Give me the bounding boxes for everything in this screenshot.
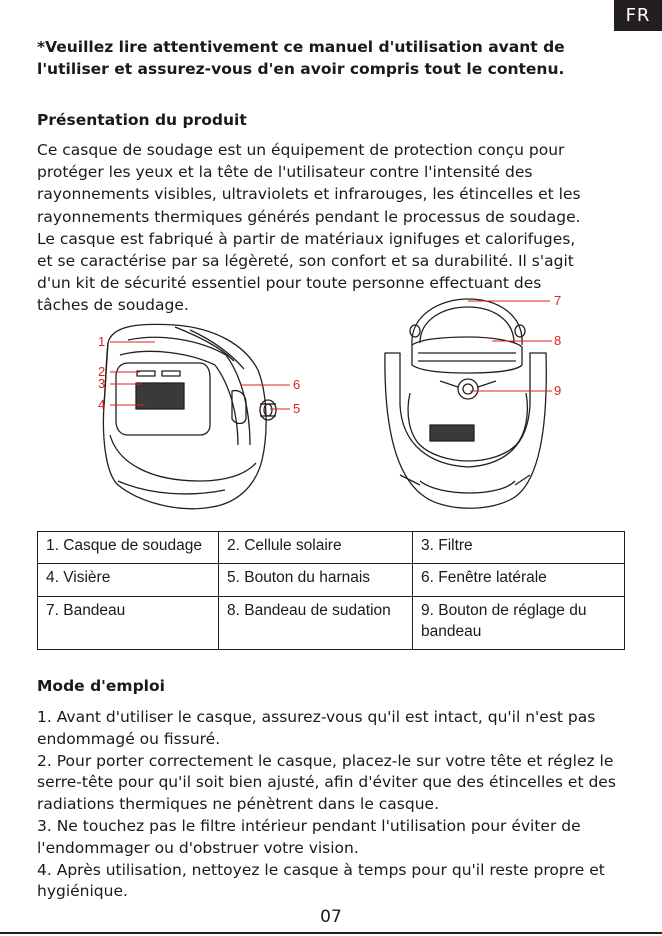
callout-6: 6 — [293, 377, 301, 392]
language-badge: FR — [614, 0, 662, 31]
usage-step: 4. Après utilisation, nettoyez le casque à temps pour qu'il reste propre et hygiénique. — [37, 860, 605, 901]
page-number: 07 — [320, 907, 342, 927]
callout-1: 1 — [98, 334, 106, 349]
usage-title: Mode d'emploi — [37, 677, 165, 695]
warning-notice: *Veuillez lire attentivement ce manuel d'utilisation avant de l'utiliser et assurez-vous d'en avoir compris tout le contenu. — [37, 38, 565, 78]
callout-9: 9 — [554, 383, 562, 398]
callout-8: 8 — [554, 333, 562, 348]
table-cell: 8. Bandeau de sudation — [219, 597, 413, 650]
table-row — [38, 564, 625, 597]
table-cell: 3. Filtre — [413, 532, 625, 564]
table-cell: 7. Bandeau — [38, 597, 219, 650]
usage-steps — [37, 707, 632, 903]
usage-step: 2. Pour porter correctement le casque, placez-le sur votre tête et réglez le serre-tête pour qu'il soit bien ajusté, afin d'éviter que des étincelles et des radiations thermiques ne pénètrent dans le casque. — [37, 751, 616, 814]
helmet-illustration — [0, 285, 662, 525]
callout-2: 2 — [98, 364, 106, 379]
table-cell: 6. Fenêtre latérale — [413, 564, 625, 597]
table-cell: 4. Visière — [38, 564, 219, 597]
table-cell: 9. Bouton de réglage du bandeau — [413, 597, 625, 650]
callout-4: 4 — [98, 397, 106, 412]
presentation-body: Ce casque de soudage est un équipement de protection conçu pour protéger les yeux et la tête de l'utilisateur contre l'intensité des rayonnements visibles, ultraviolets et infrarouges, les étincelles et les rayonnements thermiques générés pendant le processus de soudage. Le casque est fabriqué à partir de matériaux ignifuges et calorifuges, et se caractérise par sa légèreté, son confort et sa durabilité. Il s'agit d'un kit de sécurité essentiel pour toute personne effectuant des tâches de soudage. — [37, 141, 581, 315]
table-cell: 2. Cellule solaire — [219, 532, 413, 564]
callout-5: 5 — [293, 401, 301, 416]
usage-step: 1. Avant d'utiliser le casque, assurez-vous qu'il est intact, qu'il n'est pas endommagé ou fissuré. — [37, 708, 596, 748]
helmet-front-view — [103, 324, 276, 508]
table-row — [38, 597, 625, 650]
table-cell: 5. Bouton du harnais — [219, 564, 413, 597]
callout-3: 3 — [98, 376, 106, 391]
footer-divider — [0, 932, 662, 934]
helmet-diagram — [0, 285, 662, 525]
table-cell: 1. Casque de soudage — [38, 532, 219, 564]
helmet-back-view — [385, 299, 546, 508]
table-row — [38, 532, 625, 564]
presentation-title: Présentation du produit — [37, 111, 247, 129]
parts-table — [37, 531, 625, 650]
callout-7: 7 — [554, 293, 562, 308]
usage-step: 3. Ne touchez pas le filtre intérieur pendant l'utilisation pour éviter de l'endommager ou d'obstruer votre vision. — [37, 816, 581, 857]
